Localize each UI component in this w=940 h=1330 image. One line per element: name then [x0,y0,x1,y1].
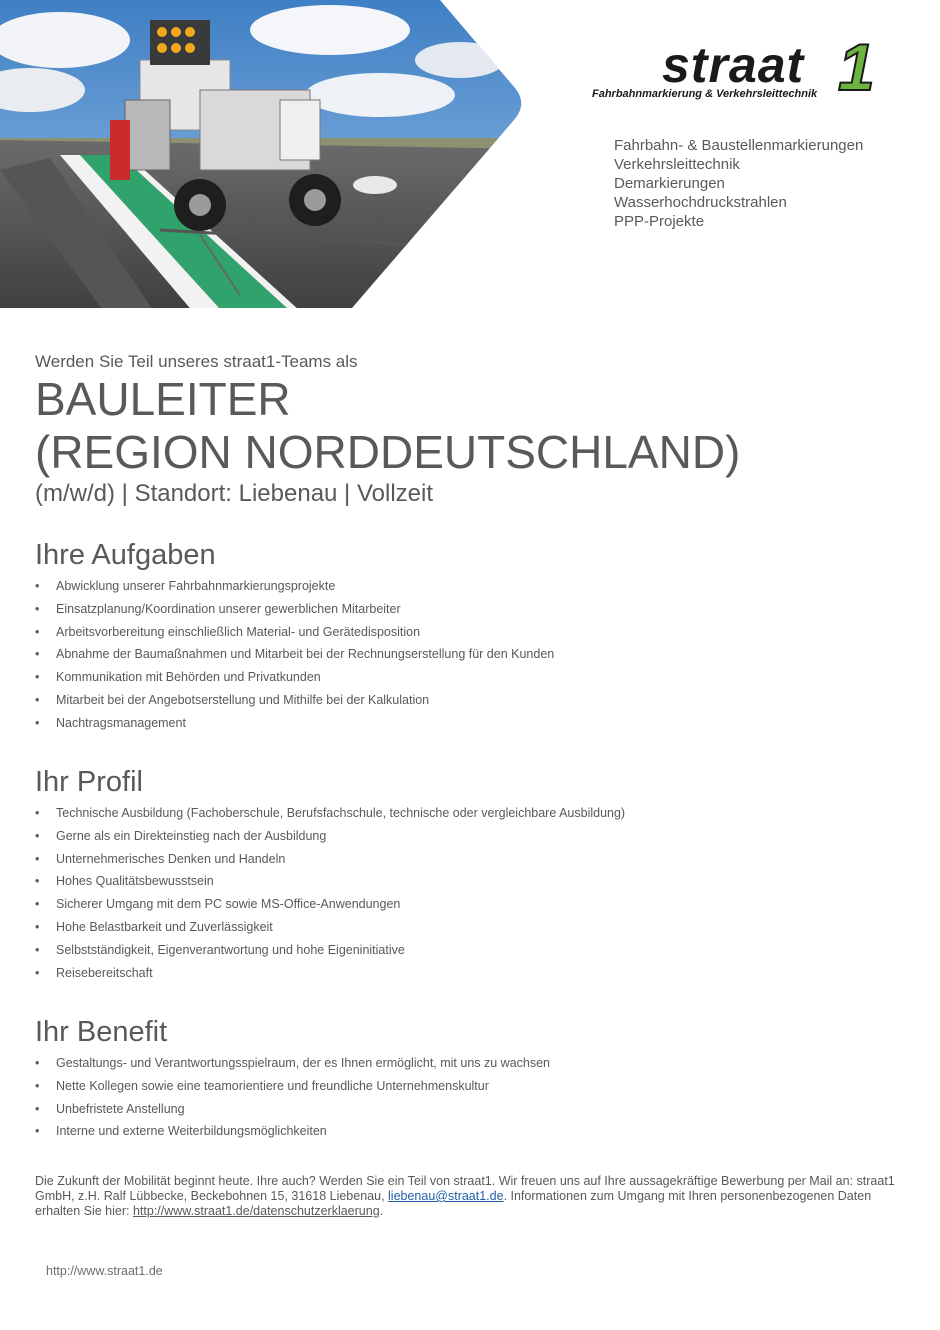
section-profil [35,766,905,984]
list-item: • Gestaltungs- und Verantwortungsspielraum, der es Ihnen ermöglicht, mit uns zu wachsen [35,1052,905,1075]
privacy-link[interactable]: http://www.straat1.de/datenschutzerklaerung [132,1204,380,1218]
closing-text-3: . [379,1204,384,1218]
section-aufgaben [35,539,905,735]
section-heading: Ihr Profil [35,766,143,798]
list-item: • Gerne als ein Direkteinstieg nach der Ausbildung [35,825,905,848]
job-title-line-2: (REGION NORDDEUTSCHLAND) [35,426,741,478]
section-benefit [35,1016,905,1143]
list-item: • Einsatzplanung/Koordination unserer gewerblichen Mitarbeiter [35,598,905,621]
list-item: • Abwicklung unserer Fahrbahnmarkierungsprojekte [35,575,905,598]
logo-tagline: Fahrbahnmarkierung & Verkehrsleittechnik [592,88,818,100]
list-item: • Nachtragsmanagement [35,712,905,735]
list-item: • Reisebereitschaft [35,962,905,985]
job-subtitle: (m/w/d) | Standort: Liebenau | Vollzeit [35,480,434,507]
list-item: • Abnahme der Baumaßnahmen und Mitarbeit bei der Rechnungserstellung für den Kunden [35,643,905,666]
intro-text: Werden Sie Teil unseres straat1-Teams als [35,352,358,371]
footer-website-url: http://www.straat1.de [46,1264,163,1278]
list-item: • Hohe Belastbarkeit und Zuverlässigkeit [35,916,905,939]
list-item: • Nette Kollegen sowie eine teamorientiere und freundliche Unternehmenskultur [35,1075,905,1098]
section-heading: Ihre Aufgaben [35,539,216,571]
closing-text-1: Die Zukunft der Mobilität beginnt heute. Ihre auch? Werden Sie ein Teil von straat1. Wir freuen uns auf Ihre aussagekräftige Bewerbung per Mail an: straat1 GmbH, z.H. Ralf Lübbecke, Beckebohnen 15, 31618 Liebenau, [35,1174,895,1203]
list-item: • Interne und externe Weiterbildungsmöglichkeiten [35,1120,905,1143]
aufgaben-list [35,575,905,735]
job-title [35,373,740,479]
list-item: • Hohes Qualitätsbewusstsein [35,870,905,893]
services-item: Fahrbahn- & Baustellenmarkierungen [614,137,864,154]
services-list [614,136,863,231]
closing-text-2: . Informationen zum Umgang mit Ihren personenbezogenen Daten erhalten Sie hier: [35,1189,872,1218]
list-item: • Unternehmerisches Denken und Handeln [35,848,905,871]
section-heading: Ihr Benefit [35,1016,168,1048]
list-item: • Technische Ausbildung (Fachoberschule, Berufsfachschule, technische oder vergleichbare Ausbildung) [35,802,905,825]
services-item: Demarkierungen [614,175,725,192]
services-item: Verkehrsleittechnik [614,156,740,173]
services-item: Wasserhochdruckstrahlen [614,194,787,211]
job-title-line-1: BAULEITER [35,373,291,425]
logo-wordmark: straat [662,37,805,93]
services-item: PPP-Projekte [614,213,705,230]
email-link[interactable]: liebenau@straat1.de [388,1189,504,1203]
list-item: • Mitarbeit bei der Angebotserstellung und Mithilfe bei der Kalkulation [35,689,905,712]
logo-number: 1 [838,30,875,104]
list-item: • Unbefristete Anstellung [35,1098,905,1121]
list-item: • Kommunikation mit Behörden und Privatkunden [35,666,905,689]
header-photo-road-marking-vehicle [0,0,600,320]
list-item: • Arbeitsvorbereitung einschließlich Material- und Gerätedisposition [35,621,905,644]
profil-list [35,802,905,984]
list-item: • Sicherer Umgang mit dem PC sowie MS-Office-Anwendungen [35,893,905,916]
closing-paragraph [35,1174,905,1219]
benefit-list [35,1052,905,1143]
list-item: • Selbstständigkeit, Eigenverantwortung und hohe Eigeninitiative [35,939,905,962]
company-logo [590,30,895,110]
